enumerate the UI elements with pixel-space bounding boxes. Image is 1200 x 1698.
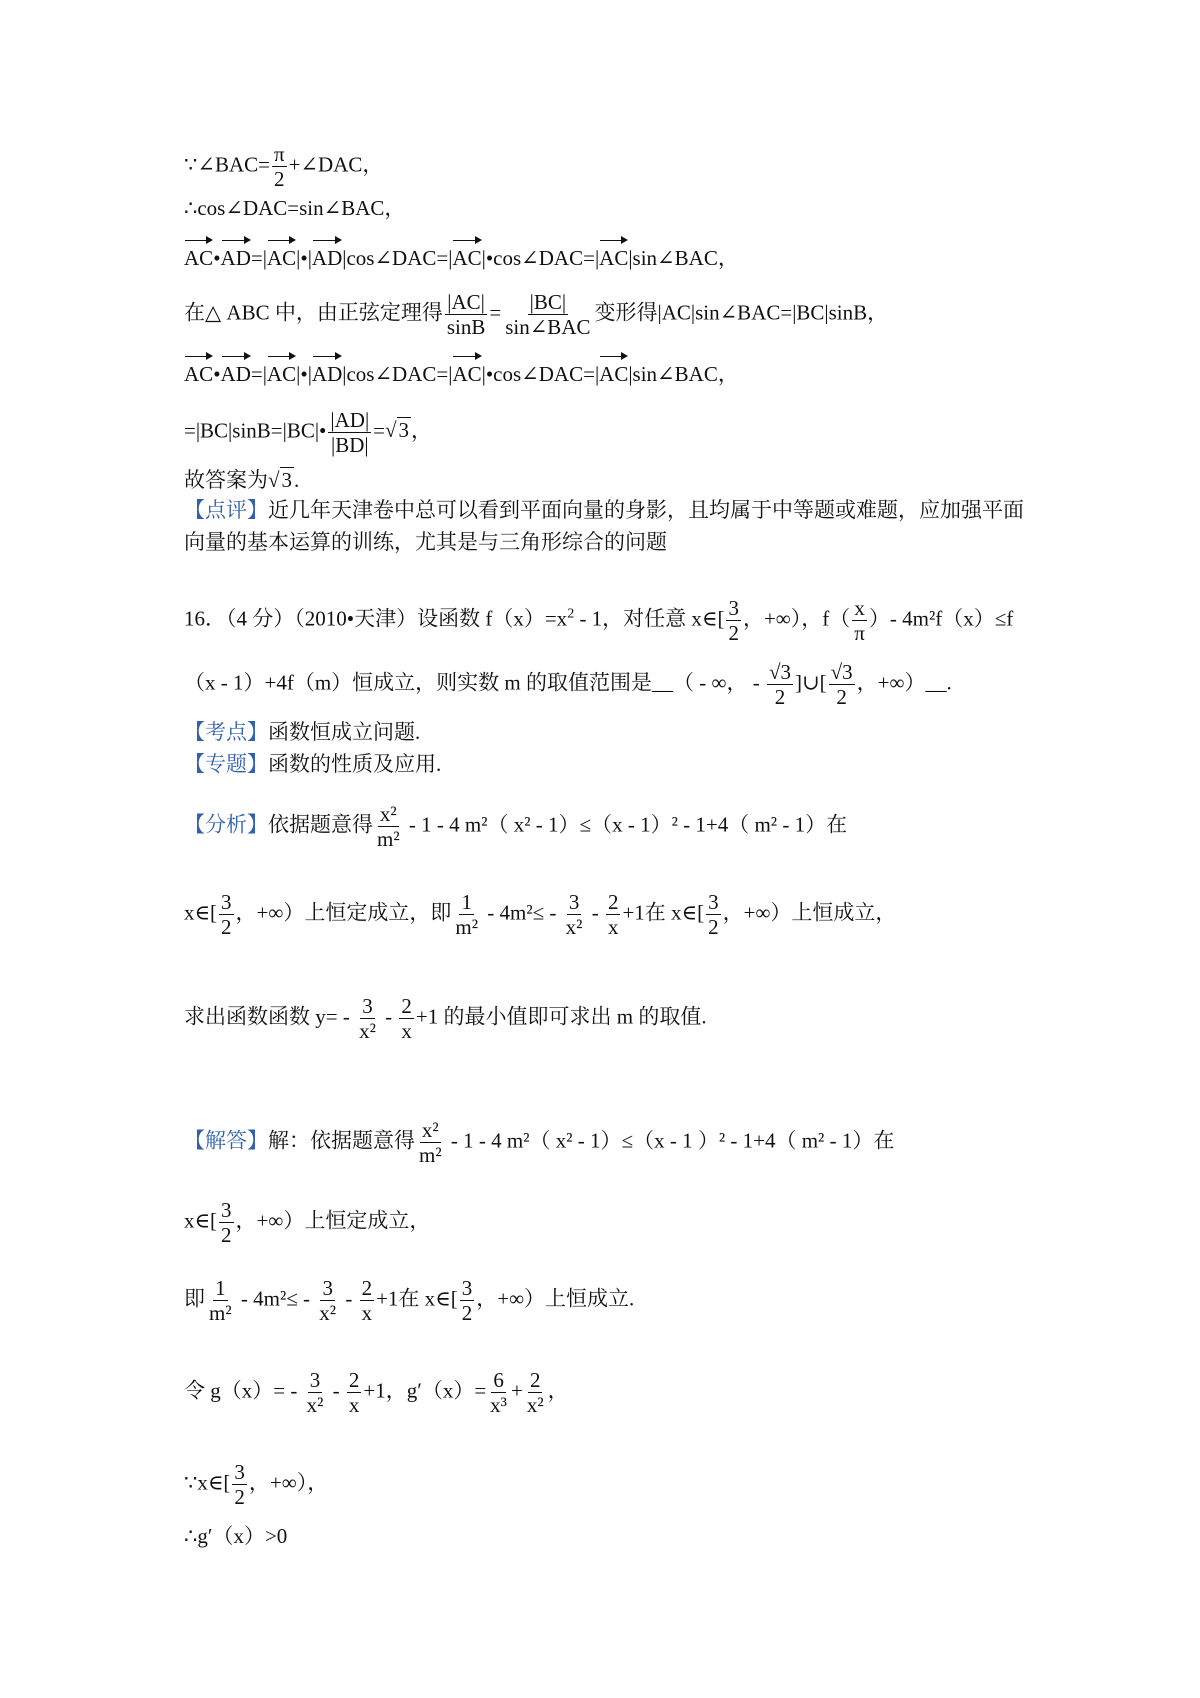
text: ， [547,1378,569,1403]
text: - [586,900,604,925]
jieda-tag: 【解答】 [184,1128,268,1153]
fraction [219,1198,234,1247]
line-cos-dac: ∴cos∠DAC=sin∠BAC， [184,196,406,220]
text: - 1 - 4 m²（ x² - 1）≤（x - 1）² - 1+4（ m² - 1）在 [403,812,848,837]
text: 16．（4 分）（2010•天津）设函数 f（x）=x [184,606,568,631]
denominator: 2 [234,1485,245,1509]
text: • [213,246,221,270]
fenxi-tag: 【分析】 [184,812,268,837]
text: （x - 1）+4f（m）恒成立，则实数 m 的取值范围是__（ - ∞， - [184,670,765,695]
numerator: |AC| [447,290,485,314]
text: =| [250,246,267,270]
fraction [852,596,867,645]
vector-ad: AD [221,352,251,388]
text: ∵∠BAC= [184,152,270,177]
numerator: |BC| [529,290,567,314]
kaodian-line [184,718,420,746]
vector-ad: AD [221,236,251,272]
jieda-line-1 [184,1118,894,1167]
text: - 1 - 4 m²（ x² - 1）≤（x - 1 ）² - 1+4（ m² - 1）在 [445,1128,895,1153]
jieda-line-4 [184,1368,569,1417]
denominator: x² [565,915,583,939]
sqrt: √3 [385,418,410,443]
text: =| [250,362,267,386]
denominator: 2 [836,685,847,709]
vector-ac: AC [267,352,296,388]
radicand: 3 [398,418,410,443]
text: + [510,1378,523,1403]
fraction [399,994,414,1043]
zhuanti-tag: 【专题】 [184,752,268,776]
question-16-line-2 [184,660,952,709]
comment-tag: 【点评】 [184,498,268,522]
denominator: m² [455,915,479,939]
zhuanti-line [184,750,441,778]
numerator: 3 [309,1368,321,1392]
fraction [706,890,721,939]
denominator: 2 [774,685,786,709]
text: - 4m²≤ - [482,900,562,925]
denominator: 2 [461,1301,473,1325]
fraction [460,1276,475,1325]
text: ）- 4m²f（x）≤f [868,606,1014,631]
line-vector-product-1 [184,236,739,272]
text: ，+∞）上恒成立. [476,1286,635,1311]
fraction [207,1276,234,1325]
superscript: 2 [567,606,575,622]
numerator: π [273,142,285,166]
text: • [213,362,221,386]
fraction [232,1460,247,1509]
numerator: x² [421,1118,439,1142]
numerator: 3 [568,890,580,914]
text: 近几年天津卷中总可以看到平面向量的身影，且均属于中等题或难题，应加强平面 [268,498,1024,522]
numerator: √3 [830,660,853,684]
comment-line-2: 向量的基本运算的训练，尤其是与三角形综合的问题 [184,530,667,554]
fraction [726,596,741,645]
fraction [328,408,371,457]
text: . [294,468,300,492]
comment-line [184,496,1024,524]
denominator: x² [306,1393,324,1417]
denominator: m² [419,1143,442,1167]
sqrt: √3 [268,468,293,492]
fraction [417,1118,444,1167]
numerator: 3 [221,890,232,914]
denominator: |BD| [330,433,369,457]
text: +1，g′（x）= [363,1378,487,1403]
text: |sin∠BAC， [628,246,739,270]
text: ∵x∈[ [184,1470,231,1495]
denominator: 2 [221,915,232,939]
numerator: |AD| [330,408,370,432]
line-bc-sinb [184,408,432,457]
fraction [219,890,234,939]
numerator: 3 [221,1198,232,1222]
numerator: 1 [215,1276,226,1300]
text: 变形得|AC|sin∠BAC=|BC|sinB， [594,300,889,325]
text: |•| [296,246,312,270]
numerator: 3 [234,1460,245,1484]
text: 解：依据题意得 [268,1128,415,1153]
denominator: x [361,1301,373,1325]
fenxi-line-2 [184,890,896,939]
text: 依据题意得 [268,812,373,837]
text: ，+∞），f（ [742,606,851,631]
vector-ac: AC [452,236,481,272]
text: 故答案为 [184,468,268,492]
jieda-line-6: ∴g′（x）>0 [184,1524,288,1548]
numerator: 2 [607,890,619,914]
denominator: π [854,621,865,645]
denominator: x [401,1019,412,1043]
line-answer [184,466,299,494]
fraction [317,1276,338,1325]
fraction [488,1368,509,1417]
numerator: 2 [361,1276,373,1300]
text: |sin∠BAC， [628,362,739,386]
fraction [305,1368,326,1417]
numerator: x [854,596,865,620]
numerator: 2 [529,1368,541,1392]
denominator: 2 [708,915,719,939]
fraction [829,660,855,709]
vector-ac: AC [267,236,296,272]
fraction [445,290,488,339]
text: ，+∞）上恒定成立，即 [235,900,452,925]
fraction [360,1276,375,1325]
text: 即 [184,1286,205,1311]
text: +1 的最小值即可求出 m 的取值. [415,1004,707,1029]
line-vector-product-2 [184,352,739,388]
fraction [347,1368,362,1417]
numerator: 3 [322,1276,333,1300]
fraction [503,290,592,339]
jieda-line-5 [184,1460,328,1509]
denominator: x² [359,1019,376,1043]
text: ，+∞）__. [856,670,952,695]
question-16-line-1 [184,596,1013,645]
denominator: sinB [446,315,486,339]
jieda-line-3 [184,1276,634,1325]
text: 函数的性质及应用. [268,752,442,776]
denominator: m² [377,827,400,851]
denominator: sin∠BAC [505,315,591,339]
vector-ac: AC [184,352,213,388]
fraction [564,890,585,939]
denominator: m² [209,1301,232,1325]
fraction [375,802,402,851]
text: +1在 x∈[ [622,900,705,925]
jieda-line-2 [184,1198,430,1247]
denominator: 2 [728,621,739,645]
text: = [373,418,385,443]
text: ]∪[ [795,670,827,695]
text: +∠DAC， [288,152,384,177]
text: x∈[ [184,900,218,925]
numerator: √3 [768,660,791,684]
text: |cos∠DAC=| [342,246,453,270]
numerator: 3 [708,890,719,914]
denominator: 2 [274,167,285,191]
text: 求出函数函数 y= - [184,1004,356,1029]
denominator: x² [319,1301,337,1325]
denominator: 2 [221,1223,232,1247]
text: |cos∠DAC=| [342,362,453,386]
denominator: x [348,1393,360,1417]
text: ，+∞）， [248,1470,329,1495]
numerator: 2 [348,1368,360,1392]
radicand: 3 [281,468,293,492]
denominator: x³ [490,1393,507,1417]
text: - [379,1004,398,1029]
numerator: 1 [461,890,472,914]
vector-ac: AC [599,352,628,388]
vector-ac: AC [184,236,213,272]
text: |•cos∠DAC=| [481,362,600,386]
fraction [767,660,793,709]
text: ， [411,418,433,443]
text: |•cos∠DAC=| [481,246,600,270]
numerator: 3 [728,596,739,620]
denominator: x² [526,1393,544,1417]
text: = [489,300,502,325]
numerator: 2 [401,994,412,1018]
fraction [357,994,378,1043]
line-angle-bac [184,142,383,191]
text: 令 g（x）= - [184,1378,303,1403]
fraction [272,142,287,191]
text: - 4m²≤ - [235,1286,316,1311]
fraction [606,890,621,939]
vector-ac: AC [599,236,628,272]
text: =|BC|sinB=|BC|• [184,418,327,443]
text: +1在 x∈[ [376,1286,458,1311]
text: - [340,1286,358,1311]
text: 函数恒成立问题. [268,720,421,744]
vector-ad: AD [312,236,342,272]
denominator: x [607,915,619,939]
fenxi-line-3 [184,994,707,1043]
numerator: x² [379,802,397,826]
line-sine-law [184,290,888,339]
text: ，+∞）上恒成立， [722,900,897,925]
vector-ac: AC [452,352,481,388]
fraction [453,890,480,939]
numerator: 3 [362,994,373,1018]
fraction [525,1368,546,1417]
text: 在△ ABC 中，由正弦定理得 [184,300,443,325]
kaodian-tag: 【考点】 [184,720,268,744]
numerator: 3 [461,1276,473,1300]
numerator: 6 [493,1368,504,1392]
text: ，+∞）上恒定成立， [235,1208,431,1233]
vector-ad: AD [312,352,342,388]
text: - [327,1378,345,1403]
text: - 1，对任意 x∈[ [574,606,725,631]
text: |•| [296,362,312,386]
fenxi-line-1 [184,802,847,851]
text: x∈[ [184,1208,218,1233]
